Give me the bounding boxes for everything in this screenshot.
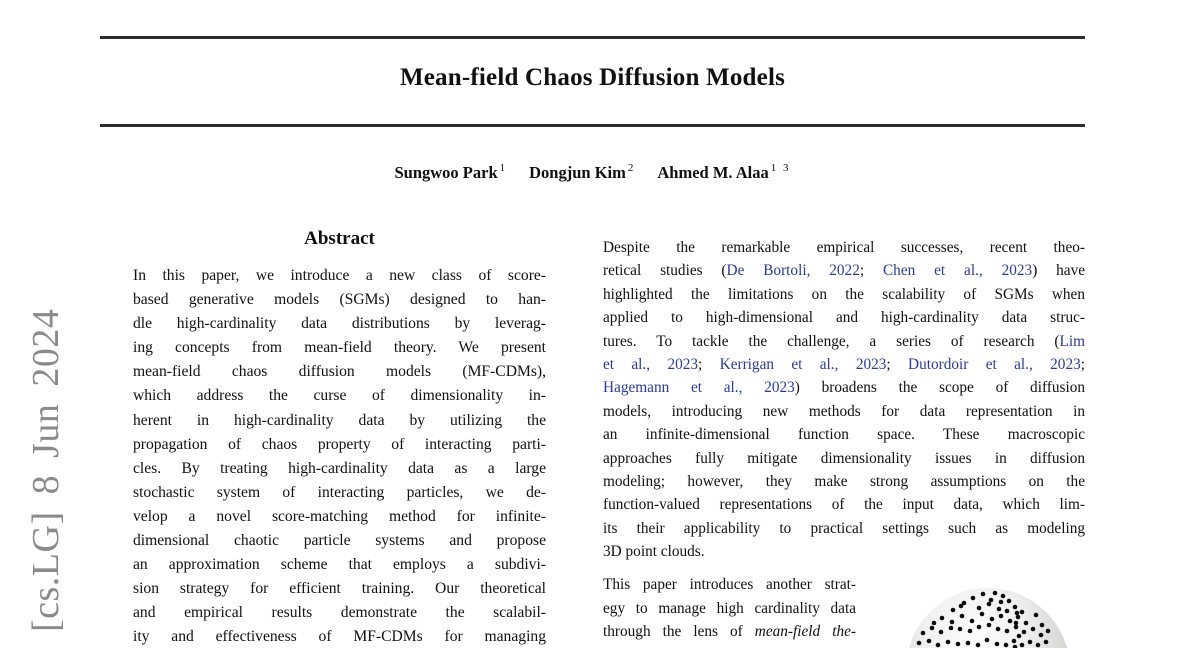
text-line: Hagemann et al., 2023) broadens the scope of diffusion xyxy=(603,379,1085,397)
citation-link[interactable]: et al., 2023 xyxy=(603,355,699,373)
text-line: an infinite-dimensional function space. These macroscopic xyxy=(603,426,1085,444)
text-line: and empirical results demonstrate the scalabil- xyxy=(133,604,546,622)
text-line: mean-field chaos diffusion models (MF-CDMs), xyxy=(133,363,546,381)
text-line: herent in high-cardinality data by utilizing the xyxy=(133,411,546,429)
citation-link[interactable]: Chen et al., 2023 xyxy=(882,262,1033,280)
citation-link[interactable]: Kerrigan et al., 2023 xyxy=(719,355,887,373)
text-line: dle high-cardinality data distributions by leverag- xyxy=(133,315,546,333)
text-line: through the lens of mean-field the- xyxy=(603,623,856,641)
citation-link[interactable]: Dutordoir et al., 2023 xyxy=(908,355,1081,373)
affiliation-superscript: 1 3 xyxy=(770,162,791,174)
text-line: dimensional chaotic particle systems and propose xyxy=(133,532,546,550)
abstract-section xyxy=(133,228,546,648)
header-rule-bottom xyxy=(100,124,1085,127)
text-line: velop a novel score-matching method for infinite- xyxy=(133,507,546,525)
text-line: an approximation scheme that employs a subdivi- xyxy=(133,556,546,574)
text-line: et al., 2023; Kerrigan et al., 2023; Dutordoir et al., 2023; xyxy=(603,355,1086,373)
text-line: models, introducing new methods for data representation in xyxy=(603,402,1085,420)
text-line: function-valued representations of the input data, which lim- xyxy=(603,496,1085,514)
text-line: ing concepts from mean-field theory. We present xyxy=(133,339,546,357)
text-line: sion strategy for efficient training. Our theoretical xyxy=(133,580,546,598)
text-line: its their applicability to practical settings such as modeling xyxy=(603,519,1085,537)
point-cloud-sphere-image xyxy=(903,584,1073,648)
text-line: In this paper, we introduce a new class of score- xyxy=(133,267,546,284)
body-paragraph-2 xyxy=(603,573,856,643)
text-line: ity and effectiveness of MF-CDMs for managing xyxy=(133,628,546,646)
citation-link[interactable]: Hagemann et al., 2023 xyxy=(603,379,795,397)
header-rule-top xyxy=(100,36,1085,39)
text-line: propagation of chaos property of interacting parti- xyxy=(133,435,546,453)
text-line: Despite the remarkable empirical successes, recent theo- xyxy=(603,239,1085,256)
citation-link[interactable]: Lim xyxy=(1059,332,1085,350)
author-name: Sungwoo Park $^1$ xyxy=(394,162,508,182)
text-line: egy to manage high cardinality data xyxy=(603,599,856,617)
text-line: retical studies (De Bortoli, 2022; Chen et al., 2023) have xyxy=(603,262,1086,280)
text-line: which address the curse of dimensionality in- xyxy=(133,387,546,405)
text-line: applied to high-dimensional and high-cardinality data struc- xyxy=(603,309,1085,327)
author-name: Dongjun Kim $^2$ xyxy=(529,162,636,182)
body-paragraph-1 xyxy=(603,236,1085,563)
paper-title: Mean-field Chaos Diffusion Models xyxy=(399,64,786,91)
affiliation-superscript: 2 xyxy=(627,162,636,174)
arxiv-stamp: [cs.LG] 8 Jun 2024 xyxy=(25,308,67,632)
citation-link[interactable]: De Bortoli, 2022 xyxy=(726,262,860,280)
text-line: stochastic system of interacting particles, we de- xyxy=(133,483,546,501)
text-line: This paper introduces another strat- xyxy=(603,576,856,594)
text-line: modeling; however, they make strong assumptions on the xyxy=(603,472,1085,490)
text-line: based generative models (SGMs) designed to han- xyxy=(133,291,546,309)
text-line: approaches fully mitigate dimensionality issues in diffusion xyxy=(603,449,1085,467)
text-line: highlighted the limitations on the scalability of SGMs when xyxy=(603,285,1085,303)
author-name: Ahmed M. Alaa $^{1 3}$ xyxy=(657,162,791,182)
italic-term: mean-field the- xyxy=(754,623,856,641)
affiliation-superscript: 1 xyxy=(499,162,508,174)
text-line: 3D point clouds. xyxy=(603,543,705,561)
point-cloud-sphere-figure xyxy=(903,584,1073,648)
abstract-text xyxy=(133,264,546,648)
body-column xyxy=(603,236,1085,644)
text-line: cles. By treating high-cardinality data as a large xyxy=(133,459,546,477)
abstract-heading: Abstract xyxy=(304,228,375,249)
text-line: tures. To tackle the challenge, a series of research (Lim xyxy=(603,332,1085,350)
author-line xyxy=(100,162,1085,183)
